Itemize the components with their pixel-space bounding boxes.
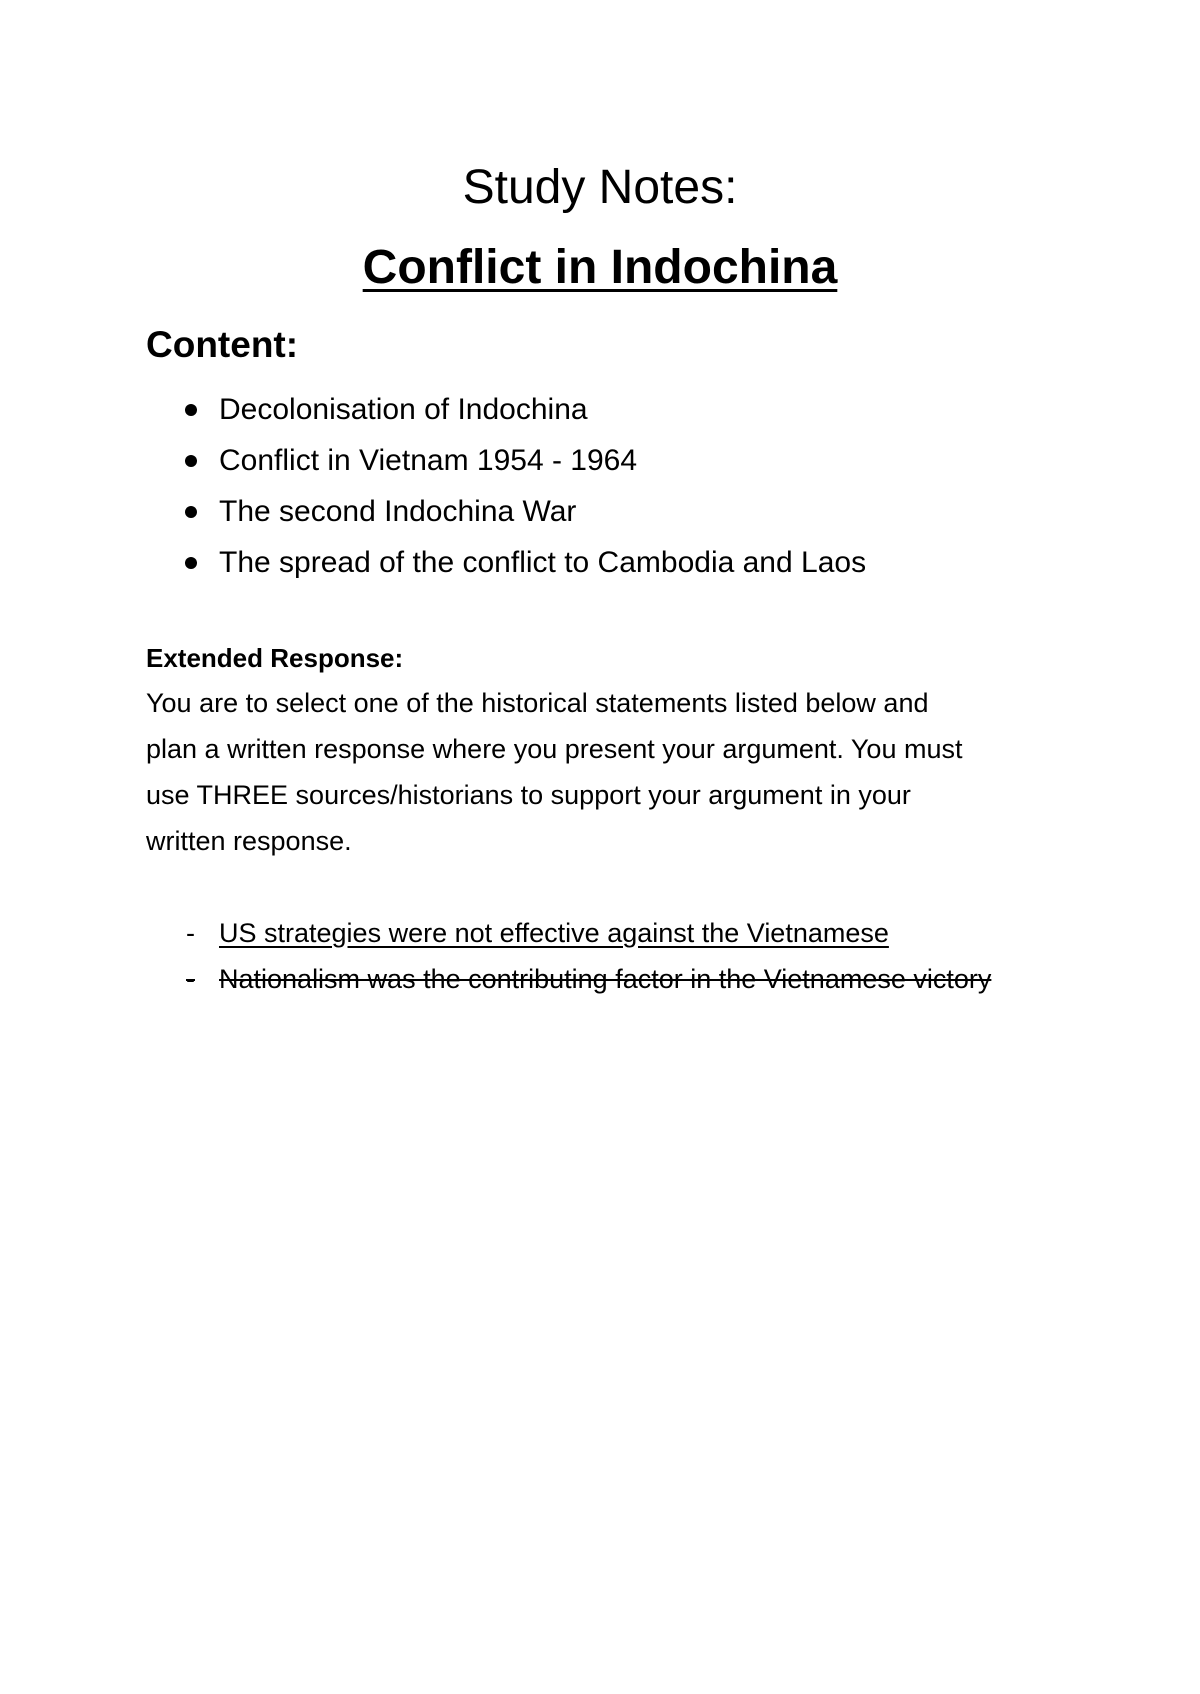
document-subtitle <box>0 238 1200 298</box>
list-item <box>146 537 866 588</box>
content-heading: Content: <box>146 324 299 365</box>
extended-response-heading: Extended Response: <box>146 643 404 673</box>
instruction-line: plan a written response where you present your argument. You must <box>146 734 963 764</box>
bullet-icon <box>185 455 197 467</box>
bullet-icon <box>185 557 197 569</box>
statement-text: US strategies were not effective against the Vietnamese <box>219 918 889 948</box>
list-item-text: The second Indochina War <box>219 495 577 528</box>
instruction-line: You are to select one of the historical statements listed below and <box>146 688 929 718</box>
bullet-icon <box>185 506 197 518</box>
statement-text: Nationalism was the contributing factor in the Vietnamese victory <box>219 964 992 994</box>
bullet-icon <box>185 404 197 416</box>
dash-marker: - <box>186 918 195 948</box>
list-item <box>146 486 866 537</box>
dash-marker: - <box>186 964 195 994</box>
instruction-line: written response. <box>146 826 352 856</box>
extended-response-instructions <box>146 680 1076 864</box>
statement-list <box>146 910 1119 1002</box>
statement-item-struck <box>146 956 1119 1002</box>
instruction-line: use THREE sources/historians to support your argument in your <box>146 780 911 810</box>
list-item-text: Decolonisation of Indochina <box>219 393 588 426</box>
list-item-text: The spread of the conflict to Cambodia and Laos <box>219 546 867 579</box>
list-item <box>146 384 866 435</box>
document-title: Study Notes: <box>462 161 738 214</box>
content-list <box>146 384 866 588</box>
subtitle-text: Conflict in Indochina <box>362 241 838 294</box>
statement-item-selected <box>146 910 1119 956</box>
list-item <box>146 435 866 486</box>
list-item-text: Conflict in Vietnam 1954 - 1964 <box>219 444 638 477</box>
